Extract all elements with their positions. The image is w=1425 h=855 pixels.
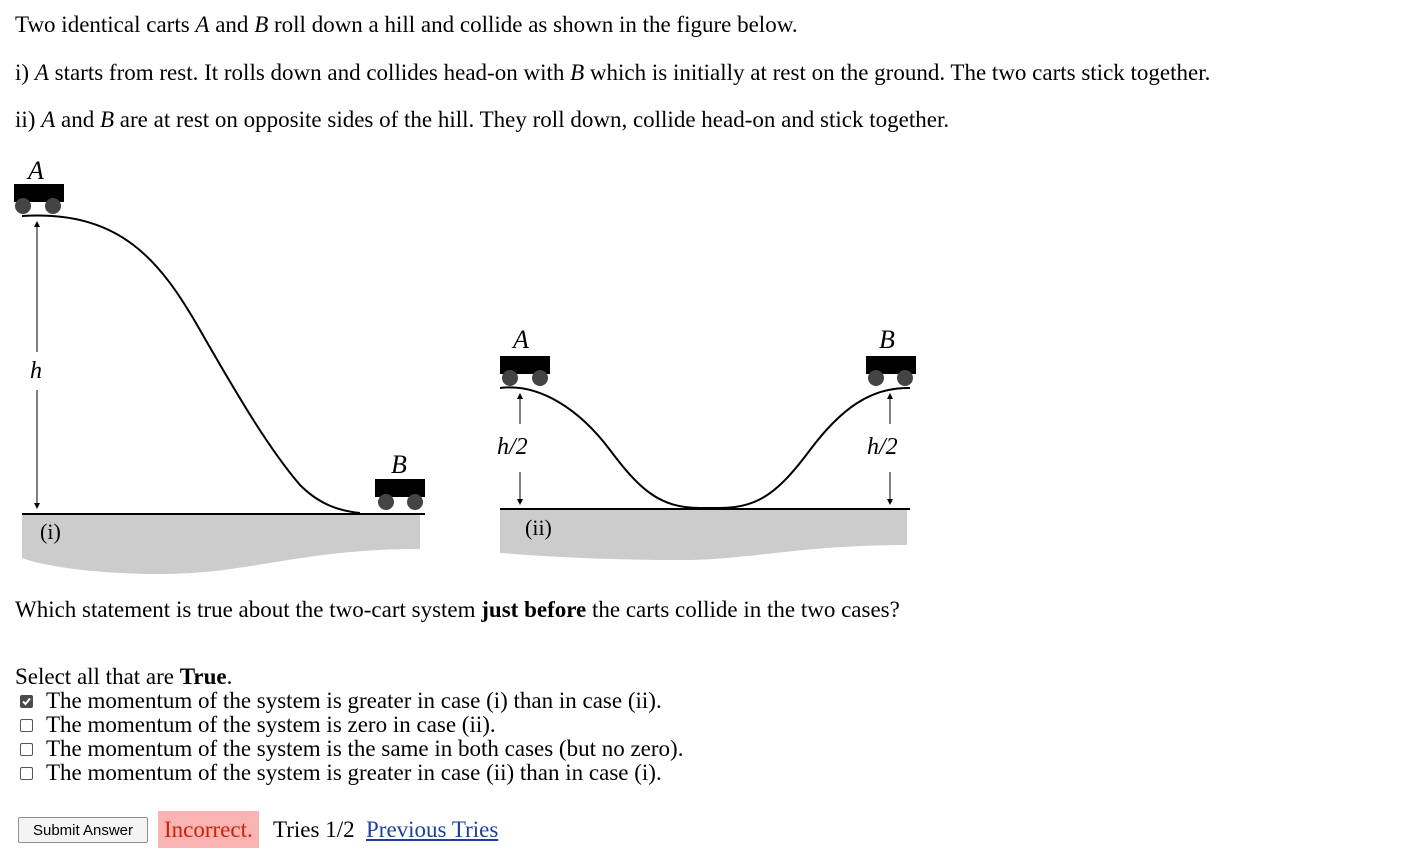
cart-a-label-2: A: [513, 325, 529, 354]
case-1-diagram: [14, 156, 425, 574]
ground-shadow-2: [500, 509, 907, 560]
case-2-caption: (ii): [525, 515, 552, 540]
incorrect-status: Incorrect.: [158, 811, 259, 848]
case-1-caption: (i): [40, 519, 61, 544]
option-1-label: The momentum of the system is greater in case (i) than in case (ii).: [46, 688, 662, 713]
cart-b-2: [866, 356, 916, 386]
option-1-checkbox[interactable]: [20, 695, 33, 708]
option-3-label: The momentum of the system is the same in both cases (but no zero).: [46, 736, 684, 761]
option-4-checkbox[interactable]: [20, 767, 33, 780]
option-4[interactable]: [20, 761, 662, 785]
option-2-checkbox[interactable]: [20, 719, 33, 732]
cart-a-2: [500, 356, 550, 386]
cart-a-label-1: A: [28, 156, 44, 185]
height-label-2b: h/2: [867, 434, 898, 460]
case-2-diagram: [497, 325, 916, 560]
problem-line-3: ii) A and B are at rest on opposite sides of the hill. They roll down, collide head-on and stick together.: [15, 107, 950, 132]
valley-curve-2: [500, 387, 910, 508]
option-4-label: The momentum of the system is greater in case (ii) than in case (i).: [46, 760, 662, 785]
height-label-2a: h/2: [497, 434, 528, 460]
option-3-checkbox[interactable]: [20, 743, 33, 756]
previous-tries-link[interactable]: Previous Tries: [366, 817, 499, 842]
cart-b-label-1: B: [391, 450, 407, 479]
problem-line-1: Two identical carts A and B roll down a hill and collide as shown in the figure below.: [15, 12, 798, 37]
submit-answer-button[interactable]: Submit Answer: [18, 817, 148, 843]
cart-b-label-2: B: [879, 325, 895, 354]
tries-counter: Tries 1/2: [273, 817, 355, 842]
question-text: Which statement is true about the two-cart system just before the carts collide in the two cases?: [15, 597, 900, 622]
option-1[interactable]: [20, 689, 662, 713]
cart-b-1: [375, 479, 425, 510]
hill-curve-1: [22, 216, 360, 513]
problem-line-2: i) A starts from rest. It rolls down and collides head-on with B which is initially at rest on the ground. The two carts stick together.: [15, 60, 1211, 85]
option-3[interactable]: [20, 737, 683, 761]
cart-a-1: [14, 184, 64, 214]
ground-shadow-1: [22, 514, 420, 574]
carts-figure: [0, 150, 930, 580]
option-2[interactable]: [20, 713, 496, 737]
instruction-text: Select all that are True.: [15, 664, 233, 689]
height-label-1: h: [30, 358, 42, 384]
option-2-label: The momentum of the system is zero in case (ii).: [46, 712, 496, 737]
